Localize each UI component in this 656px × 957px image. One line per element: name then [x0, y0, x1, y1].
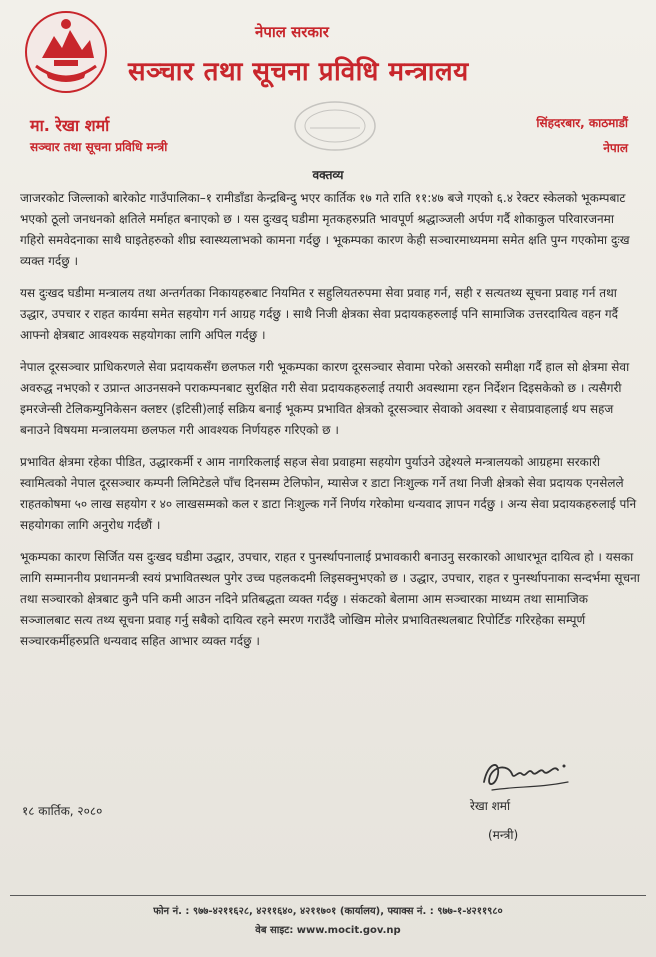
handwritten-signature-icon	[478, 752, 574, 796]
footer-website: वेब साइट: www.mocit.gov.np	[255, 925, 401, 936]
ministry-name: सञ्चार तथा सूचना प्रविधि मन्त्रालय	[128, 57, 469, 87]
government-name: नेपाल सरकार	[255, 23, 329, 41]
paragraph-1: जाजरकोट जिल्लाको बारेकोट गाउँपालिका–१ रामीडाँडा केन्द्रबिन्दु भएर कार्तिक १७ गते राति ११:४७ बजे गएको ६.४ रेक्टर स्केलको भूकम्पबाट भएको ठूलो जनधनको क्षतिले मर्माहत बनाएको छ । यस दुःखद् घडीमा मृतकहरुप्रति भावपूर्ण श्रद्धाञ्जली अर्पण गर्दै शोकाकुल परिवारजनमा गहिरो समवेदनाका साथै घाइतेहरुको शीघ्र स्वास्थ्यलाभको कामना गर्दछु । भूकम्पका कारण केही सञ्चारमाध्यममा समेत क्षति पुग्न गएकोमा दुःख व्यक्त गर्दछु ।	[20, 191, 630, 268]
address-country: नेपाल	[603, 141, 628, 155]
document-date: १८ कार्तिक, २०८०	[22, 804, 103, 818]
document-heading: वक्तव्य	[312, 168, 344, 182]
paragraph-3: नेपाल दूरसञ्चार प्राधिकरणले सेवा प्रदायकसँग छलफल गरी भूकम्पका कारण दूरसञ्चार सेवामा परेको असरको समीक्षा गर्दै हाल सो क्षेत्रमा सेवा अवरुद्ध नभएको र उप्रान्त आउनसक्ने पराकम्पनबाट सुरक्षित गरी सेवा प्रदायकहरुलाई तयारी अवस्थामा रहन निर्देशन दिइसकेको छ । त्यसैगरी इमरजेन्सी टेलिकम्युनिकेसन क्लष्टर (इटिसी)लाई सक्रिय बनाई भूकम्प प्रभावित क्षेत्रको दूरसञ्चार सेवाको अवस्था र सेवाप्रवाहलाई थप सहज बनाउने विषयमा मन्त्रालयमा छलफल गरी आवश्यक निर्णयहरु गरिएको छ ।	[20, 360, 630, 437]
signatory-role: (मन्त्री)	[488, 828, 519, 842]
received-stamp-icon	[292, 98, 378, 154]
footer-divider	[10, 895, 646, 896]
nepal-emblem-icon	[24, 10, 108, 94]
paragraph-4: प्रभावित क्षेत्रमा रहेका पीडित, उद्धारकर्मी र आम नागरिकलाई सहज सेवा प्रवाहमा सहयोग पुर्याउने उद्देश्यले मन्त्रालयको आग्रहमा सरकारी स्वामित्वको नेपाल दूरसञ्चार कम्पनी लिमिटेडले पाँच दिनसम्म टेलिफोन, म्यासेज र डाटा निःशुल्क गर्ने तथा निजी क्षेत्रको सेवा प्रदायक एनसेलले राहतकोषमा ५० लाख सहयोग र ४० लाखसम्मको कल र डाटा निःशुल्क गर्ने निर्णय गरेकोमा धन्यवाद ज्ञापन गर्दछु । अन्य सेवा प्रदायकहरुलाई पनि सहयोगका लागि अनुरोध गर्दछौं ।	[20, 455, 637, 532]
signatory-name: रेखा शर्मा	[470, 799, 511, 813]
minister-name: मा. रेखा शर्मा	[30, 116, 110, 135]
minister-title: सञ्चार तथा सूचना प्रविधि मन्त्री	[30, 140, 168, 154]
paragraph-5: भूकम्पका कारण सिर्जित यस दुःखद घडीमा उद्धार, उपचार, राहत र पुनर्स्थापनालाई प्रभावकारी बनाउनु सरकारको आधारभूत दायित्व हो । यसका लागि सम्माननीय प्रधानमन्त्री स्वयं प्रभावितस्थल पुगेर उच्च पहलकदमी लिइसक्नुभएको छ । उद्धार, उपचार, राहत र पुनर्स्थापनाका सन्दर्भमा सूचना तथा सञ्चारको क्षेत्रबाट कुनै पनि कमी आउन नदिने प्रतिबद्धता व्यक्त गर्दछु । संकटको बेलामा आम सञ्चारका माध्यम तथा सामाजिक सञ्जालबाट सत्य तथ्य सूचना प्रवाह गर्नु सबैको दायित्व रहने स्मरण गराउँदै जोखिम मोलेर प्रभावितस्थलबाट रिपोर्टिङ गरिरहेका सम्पूर्ण सञ्चारकर्मीहरुप्रति धन्यवाद सहित आभार व्यक्त गर्दछु ।	[20, 550, 640, 648]
footer-contact: फोन नं. : ९७७-४२११६२८, ४२११६४०, ४२११७०१ (कार्यालय), फ्याक्स नं. : ९७७-१-४२११९८०	[153, 906, 503, 917]
paragraph-2: यस दुःखद घडीमा मन्त्रालय तथा अन्तर्गतका निकायहरुबाट नियमित र सहुलियतरुपमा सेवा प्रवाह गर्न, सही र सत्यतथ्य सूचना प्रवाह गर्न तथा उद्धार, उपचार र राहत कार्यमा समेत सहयोग गर्न आग्रह गर्दछु । साथै निजी क्षेत्रका सेवा प्रदायकहरुलाई पनि सामाजिक उत्तरदायित्व वहन गर्दै आफ्नो क्षेत्रबाट आवश्यक सहयोगका लागि अपिल गर्दछु ।	[20, 286, 618, 342]
document-body	[20, 188, 640, 663]
address-city: सिंहदरबार, काठमाडौं	[536, 116, 628, 130]
office-address	[536, 114, 628, 156]
